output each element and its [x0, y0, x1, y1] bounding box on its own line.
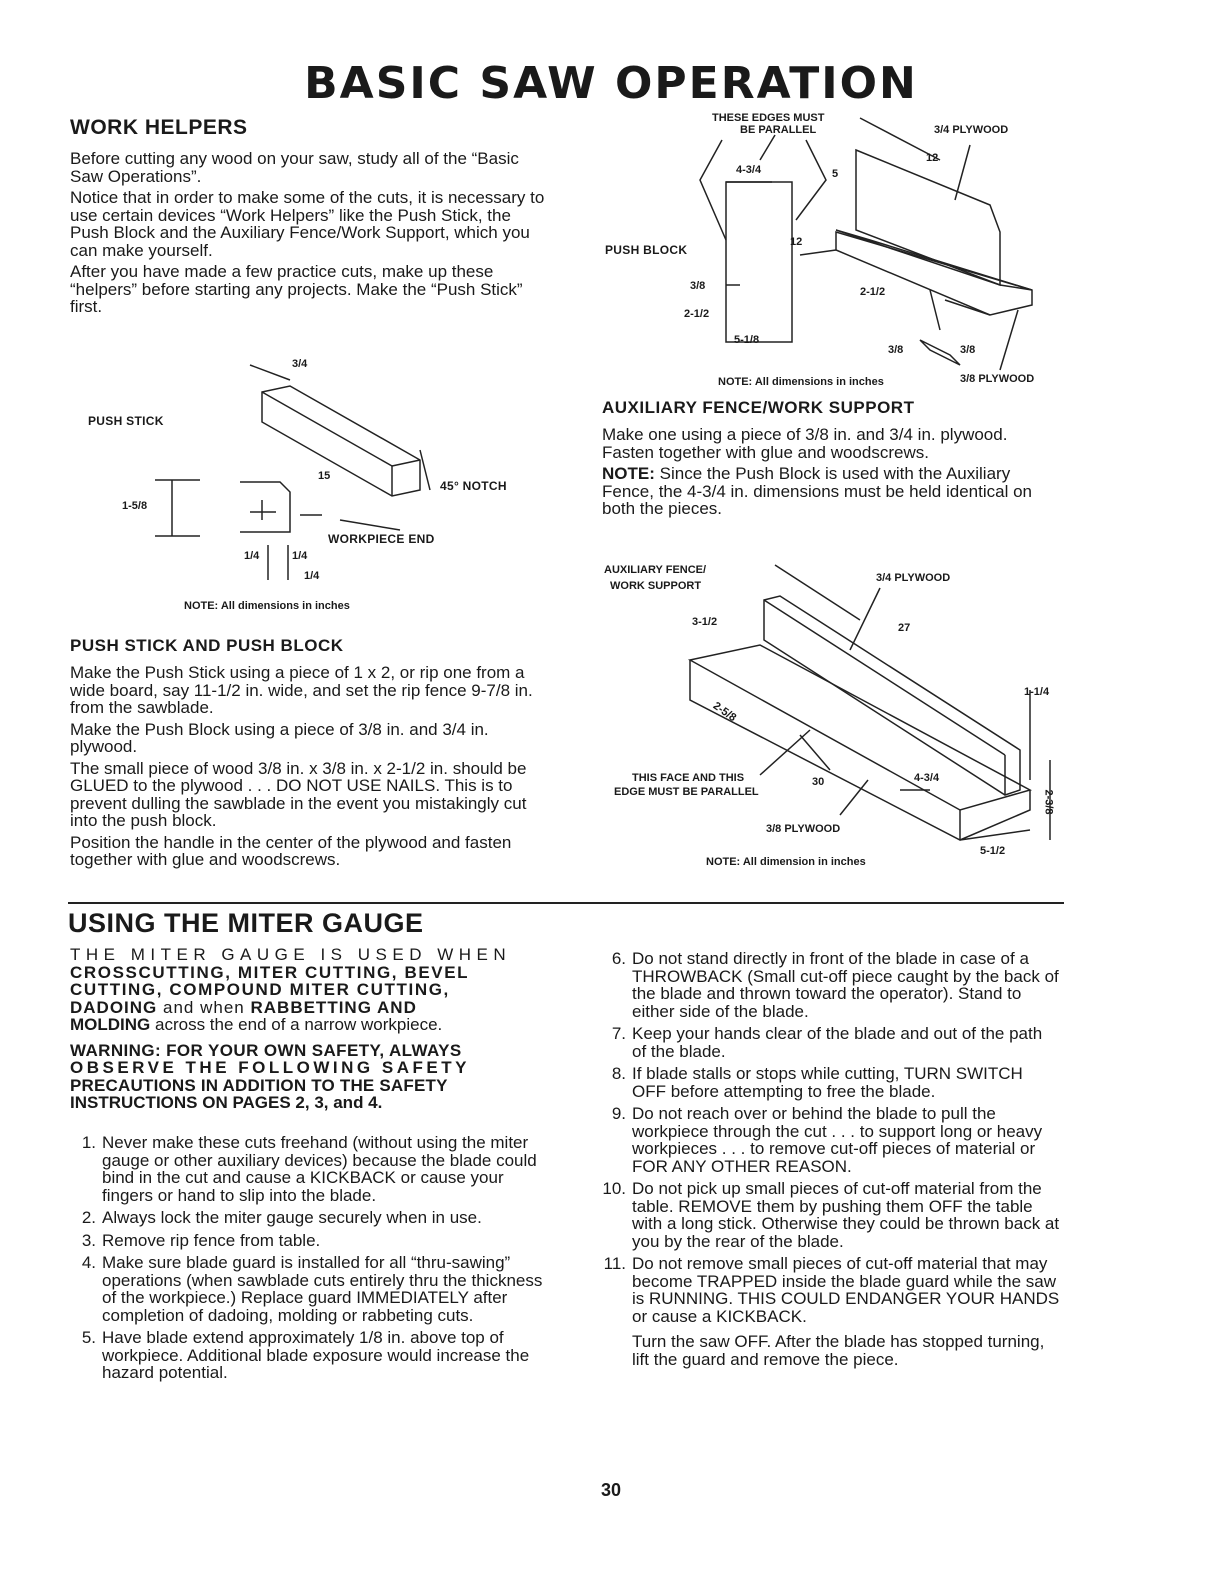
intro-bold: RABBETTING AND: [250, 997, 417, 1017]
dim-5-1-8: 5-1/8: [734, 334, 760, 346]
figure-note: NOTE: All dimensions in inches: [184, 600, 350, 612]
parallel-note: THIS FACE AND THIS: [632, 772, 745, 784]
plywood-3-8-label: 3/8 PLYWOOD: [766, 823, 841, 835]
note-text: Since the Push Block is used with the Auxiliary Fence, the 4-3/4 in. dimensions must be held identical on both the pieces.: [602, 464, 1032, 518]
paragraph: The small piece of wood 3/8 in. x 3/8 in. x 2-1/2 in. should be GLUED to the plywood . . . DO NOT USE NAILS. This is to prevent dulling the sawblade in the event you mistakingly cut into the push block.: [70, 758, 527, 830]
dim-2-1-2: 2-1/2: [860, 286, 886, 298]
dim-2-1-2: 2-1/2: [684, 308, 710, 320]
aux-fence-board: [764, 600, 1005, 755]
paragraph: After you have made a few practice cuts, make up these “helpers” before starting any projects. Make the “Push Stick” first.: [70, 262, 523, 316]
item-text: Do not remove small pieces of cut-off material that may become TRAPPED inside the blade guard while the saw is RUNNING. THIS COULD ENDANGER YOUR HANDS or cause a KICKBACK.: [632, 1254, 1060, 1326]
push-stick-block-heading: PUSH STICK AND PUSH BLOCK: [70, 636, 344, 655]
item-text: Remove rip fence from table.: [102, 1230, 321, 1250]
dim-30: 30: [812, 776, 825, 788]
figure-note: NOTE: All dimensions in inches: [718, 376, 884, 388]
item-text: Do not stand directly in front of the blade in case of a THROWBACK (Small cut-off piece caught by the back of the blade and thrown toward the operator). Stand to either side of the blade.: [632, 949, 1059, 1021]
page-number: 30: [600, 1480, 622, 1500]
figure-note: NOTE: All dimension in inches: [706, 856, 866, 868]
list-item: [600, 950, 1060, 1020]
precaution-list-right: [600, 950, 1060, 1373]
dim-1-4: 1/4: [304, 570, 320, 582]
section-divider: [68, 902, 1064, 904]
item-number: 4.: [81, 1253, 96, 1272]
item-number: 5.: [81, 1328, 96, 1347]
paragraph: Before cutting any wood on your saw, study all of the “Basic Saw Operations”.: [70, 149, 519, 186]
closing-text: Turn the saw OFF. After the blade has stopped turning, lift the guard and remove the piece.: [632, 1332, 1045, 1369]
work-helpers-heading: WORK HELPERS: [70, 116, 248, 139]
dim-27: 27: [898, 622, 911, 634]
dim-3-8: 3/8: [690, 280, 706, 292]
parallel-note: EDGE MUST BE PARALLEL: [614, 786, 759, 798]
item-text: Do not pick up small pieces of cut-off material from the table. REMOVE them by pushing them OFF the table with a long stick. Otherwise they could be thrown back at you by the rear of the blade.: [632, 1179, 1060, 1251]
dim-3-8: 3/8: [888, 344, 904, 356]
intro-line: CUTTING, COMPOUND MITER CUTTING,: [70, 980, 450, 999]
push-stick-label: PUSH STICK: [88, 414, 164, 428]
dim-4-3-4: 4-3/4: [736, 164, 762, 176]
intro-line: CROSSCUTTING, MITER CUTTING, BEVEL: [70, 962, 470, 982]
dim-5: 5: [832, 168, 839, 180]
precaution-list-left: [70, 1134, 548, 1387]
item-number: 2.: [81, 1208, 96, 1227]
aux-fence-base: [690, 660, 1030, 840]
workpiece-end-label: WORKPIECE END: [328, 532, 435, 546]
paragraph: Notice that in order to make some of the cuts, it is necessary to use certain devices “Work Helpers” like the Push Stick, the Push Block and the Auxiliary Fence/Work Support, which you can make yourself.: [70, 188, 545, 260]
list-item: [70, 1209, 548, 1227]
item-text: Do not reach over or behind the blade to pull the workpiece through the cut . . . to support long or heavy workpieces . . . to remove cut-off pieces of material or FOR ANY OTHER REASON.: [632, 1104, 1043, 1176]
dim-2-5-8: 2-5/8: [710, 699, 739, 725]
item-number: 3.: [81, 1230, 96, 1250]
dim-12: 12: [926, 152, 939, 164]
item-number: 11.: [603, 1254, 626, 1273]
dim-12: 12: [790, 236, 803, 248]
dim-4-3-4: 4-3/4: [914, 772, 940, 784]
leader: [850, 588, 880, 650]
warning-line: OBSERVE THE FOLLOWING SAFETY: [70, 1058, 470, 1077]
notch-label: 45° NOTCH: [440, 479, 507, 493]
warning-line: WARNING: FOR YOUR OWN SAFETY, ALWAYS: [70, 1040, 462, 1060]
warning-line: INSTRUCTIONS ON PAGES 2, 3, and 4.: [70, 1093, 383, 1112]
aux-fence-board: [764, 596, 1020, 795]
item-text: Always lock the miter gauge securely when in use.: [102, 1208, 482, 1227]
dim-15: 15: [318, 470, 331, 482]
dim-1-4: 1/4: [244, 550, 260, 562]
warning-line: PRECAUTIONS IN ADDITION TO THE SAFETY: [70, 1075, 448, 1095]
dim-1-4: 1/4: [292, 550, 308, 562]
push-block-label: PUSH BLOCK: [605, 243, 688, 257]
paragraph: Make the Push Block using a piece of 3/8 in. and 3/4 in. plywood.: [70, 719, 489, 756]
dim-3-1-2: 3-1/2: [692, 616, 718, 628]
miter-intro: [70, 946, 548, 1112]
intro-line: [70, 999, 548, 1017]
paragraph: Make the Push Stick using a piece of 1 x 2, or rip one from a wide board, say 11-1/2 in. wide, and set the rip fence 9-7/8 in. from the sawblade.: [70, 663, 533, 717]
intro-line: THE MITER GAUGE IS USED WHEN: [70, 945, 512, 964]
item-text: Have blade extend approximately 1/8 in. above top of workpiece. Additional blade exposure would increase the hazard potential.: [102, 1328, 530, 1382]
note-label: NOTE:: [602, 464, 655, 483]
page-title: BASIC SAW OPERATION: [304, 58, 918, 109]
closing-paragraph: [600, 1333, 1060, 1368]
miter-heading: USING THE MITER GAUGE: [68, 908, 424, 938]
dim-2-3-8: 2-3/8: [1042, 789, 1055, 815]
item-number: 1.: [81, 1133, 96, 1152]
leader: [775, 565, 860, 620]
list-item: [70, 1232, 548, 1250]
intro-bold: DADOING: [70, 997, 158, 1017]
edges-note: BE PARALLEL: [740, 124, 817, 136]
intro-bold: MOLDING: [70, 1015, 151, 1034]
list-item: [600, 1180, 1060, 1250]
paragraph: Position the handle in the center of the plywood and fasten together with glue and woodscrews.: [70, 832, 512, 869]
edges-note: THESE EDGES MUST: [712, 112, 825, 124]
plywood-3-4-label: 3/4 PLYWOOD: [934, 124, 1009, 136]
item-number: 10.: [602, 1179, 626, 1198]
list-item: [70, 1329, 548, 1382]
list-item: [600, 1025, 1060, 1060]
item-number: 6.: [611, 949, 626, 968]
aux-fence-label: WORK SUPPORT: [610, 580, 702, 592]
item-text: Never make these cuts freehand (without using the miter gauge or other auxiliary devices) because the blade could bind in the cut and cause a KICKBACK or cause your fingers or hand to slip into the blade.: [102, 1133, 537, 1205]
item-text: Make sure blade guard is installed for all “thru-sawing” operations (when sawblade cuts entirely thru the thickness of the workpiece.) Replace guard IMMEDIATELY after completion of dadoing, molding or rabbeting cuts.: [102, 1253, 543, 1325]
plywood-3-8-label: 3/8 PLYWOOD: [960, 373, 1035, 385]
list-item: [600, 1105, 1060, 1175]
list-item: [600, 1255, 1060, 1325]
aux-fence-heading: AUXILIARY FENCE/WORK SUPPORT: [602, 398, 915, 417]
list-item: [70, 1134, 548, 1204]
plywood-3-4-label: 3/4 PLYWOOD: [876, 572, 951, 584]
leader: [760, 730, 810, 775]
dim-1-1-4: 1-1/4: [1024, 686, 1050, 698]
item-text: If blade stalls or stops while cutting, TURN SWITCH OFF before attempting to free the blade.: [632, 1064, 1023, 1101]
paragraph: Make one using a piece of 3/8 in. and 3/4 in. plywood. Fasten together with glue and woodscrews.: [602, 425, 1008, 462]
list-item: [70, 1254, 548, 1324]
dim-3-4: 3/4: [292, 358, 308, 370]
intro-text: across the end of a narrow workpiece.: [155, 1015, 443, 1034]
dim-3-8: 3/8: [960, 344, 976, 356]
dim-1-5-8: 1-5/8: [122, 500, 148, 512]
item-text: Keep your hands clear of the blade and out of the path of the blade.: [632, 1024, 1043, 1061]
item-number: 9.: [611, 1104, 626, 1123]
aux-fence-label: AUXILIARY FENCE/: [604, 564, 707, 576]
item-number: 7.: [611, 1024, 626, 1043]
item-number: 8.: [611, 1064, 626, 1083]
intro-line: [70, 1016, 548, 1034]
list-item: [600, 1065, 1060, 1100]
dim-5-1-2: 5-1/2: [980, 845, 1006, 857]
intro-text: and when: [163, 997, 245, 1017]
